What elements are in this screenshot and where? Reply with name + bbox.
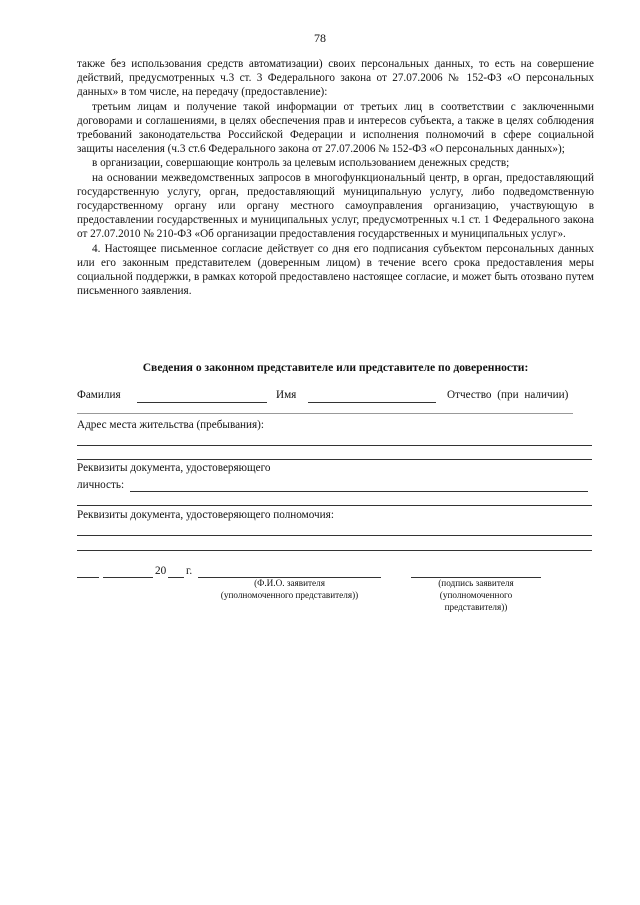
name-label: Имя bbox=[276, 389, 297, 401]
paragraph-interagency-requests: на основании межведомственных запросов в многофункциональный центр, в орган, предоставляющий государственную услугу, орган, предоставляющий муниципальную услугу, либо подведомственную государственному органу или органу местного самоуправления организацию, участвующую в предоставлении государственных и муниципальных услуг, предусмотренных ч.1 ст. 1 Федерального закона от 27.07.2010 № 210-ФЗ «Об организации предоставления государственных и муниципальных услуг». bbox=[77, 171, 594, 241]
signature-caption-line-3: представителя)) bbox=[444, 602, 508, 612]
id-document-field-line-1[interactable] bbox=[130, 491, 588, 492]
month-field[interactable] bbox=[103, 577, 153, 578]
paragraph-control-organizations: в организации, совершающие контроль за целевым использованием денежных средств; bbox=[92, 157, 510, 170]
signature-caption-line-2: (уполномоченного bbox=[439, 590, 513, 600]
id-document-label-continued: личность: bbox=[77, 479, 125, 491]
year-suffix: г. bbox=[186, 565, 193, 577]
name-caption-line-2: (уполномоченного представителя)) bbox=[220, 590, 359, 600]
surname-label: Фамилия bbox=[77, 389, 121, 401]
paragraph-continuation: также без использования средств автоматизации) своих персональных данных, то есть на совершение действий, предусмотренных ч.3 ст. 3 Федерального закона от 27.07.2006 № 152-ФЗ «О персональных данных» в том числе, на передачу (предоставление): bbox=[77, 58, 594, 99]
year-prefix: 20 bbox=[155, 565, 167, 577]
day-field[interactable] bbox=[77, 577, 99, 578]
address-field-line-1[interactable] bbox=[77, 445, 592, 446]
signature-caption-line-1: (подпись заявителя bbox=[438, 578, 514, 588]
consent-body bbox=[77, 57, 594, 298]
surname-field[interactable] bbox=[137, 402, 267, 403]
address-field-line-2[interactable] bbox=[77, 459, 592, 460]
separator-line bbox=[77, 413, 573, 414]
signature-caption bbox=[411, 577, 541, 613]
name-caption bbox=[198, 577, 381, 601]
address-label: Адрес места жительства (пребывания): bbox=[77, 419, 264, 431]
page-number: 78 bbox=[314, 31, 326, 45]
section-title: Сведения о законном представителе или представителе по доверенности: bbox=[142, 361, 529, 374]
year-field[interactable] bbox=[168, 577, 184, 578]
patronymic-label: Отчество (при наличии) bbox=[447, 389, 569, 401]
authority-document-label: Реквизиты документа, удостоверяющего полномочия: bbox=[77, 509, 334, 521]
id-document-field-line-2[interactable] bbox=[77, 505, 592, 506]
paragraph-third-parties: третьим лицам и получение такой информации от третьих лиц в соответствии с заключенными договорами и соглашениями, в целях обеспечения прав и интересов субъекта, а также в целях соблюдения требований законодательства Российской Федерации и исполнения полномочий в сфере социальной защиты населения (ч.3 ст.6 Федерального закона от 27.07.2006 № 152-ФЗ «О персональных данных»); bbox=[77, 100, 594, 156]
name-field[interactable] bbox=[308, 402, 436, 403]
paragraph-validity: 4. Настоящее письменное согласие действует со дня его подписания субъектом персональных данных или его законным представителем (доверенным лицом) в течение всего срока предоставления меры социальной поддержки, в рамках которой предоставлено настоящее согласие, и может быть отозвано путем письменного заявления. bbox=[77, 242, 594, 298]
authority-document-field-line-2[interactable] bbox=[77, 550, 592, 551]
id-document-label: Реквизиты документа, удостоверяющего bbox=[77, 462, 271, 474]
name-caption-line-1: (Ф.И.О. заявителя bbox=[254, 578, 325, 588]
authority-document-field-line-1[interactable] bbox=[77, 535, 592, 536]
